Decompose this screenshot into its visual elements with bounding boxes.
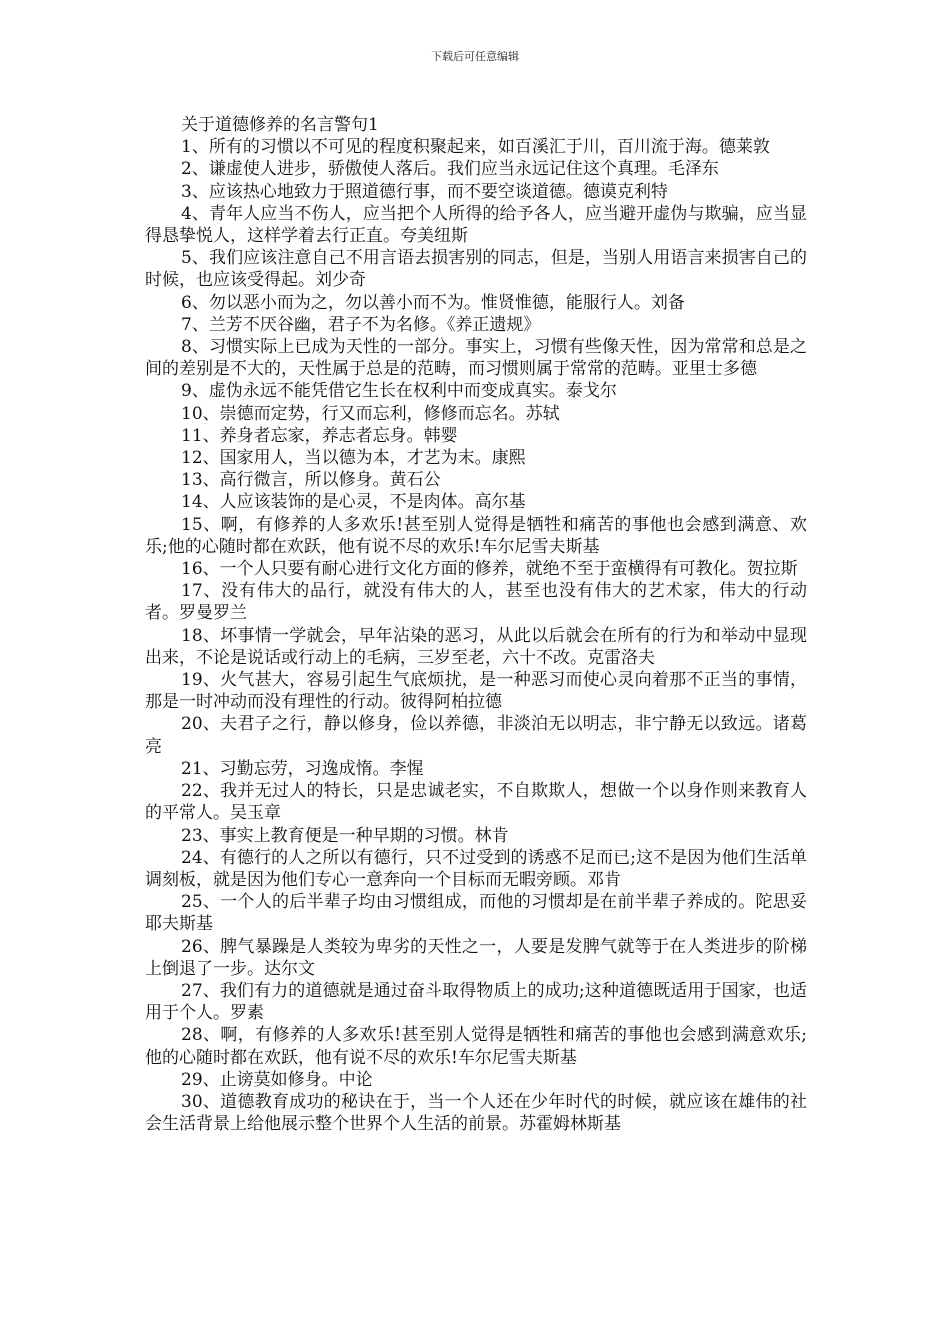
quote-item: 5、我们应该注意自己不用言语去损害别的同志，但是，当别人用语言来损害自己的时候，也应该受得起。刘少奇 <box>145 248 807 291</box>
quote-item: 13、高行微言，所以修身。黄石公 <box>181 470 441 491</box>
quote-item: 15、啊，有修养的人多欢乐!甚至别人觉得是牺牲和痛苦的事他也会感到满意、欢乐;他的心随时都在欢跃，他有说不尽的欢乐!车尔尼雪夫斯基 <box>145 514 807 557</box>
quote-item: 25、一个人的后半辈子均由习惯组成，而他的习惯却是在前半辈子养成的。陀思妥耶夫斯基 <box>145 892 807 935</box>
quote-item: 16、一个人只要有耐心进行文化方面的修养，就绝不至于蛮横得有可教化。贺拉斯 <box>181 559 798 580</box>
quote-item: 9、虚伪永远不能凭借它生长在权利中而变成真实。泰戈尔 <box>181 381 617 402</box>
quote-item: 26、脾气暴躁是人类较为卑劣的天性之一，人要是发脾气就等于在人类进步的阶梯上倒退了一步。达尔文 <box>145 936 807 979</box>
quote-item: 7、兰芳不厌谷幽，君子不为名修。《养正遗规》 <box>181 314 541 335</box>
quote-item: 17、没有伟大的品行，就没有伟大的人，甚至也没有伟大的艺术家，伟大的行动者。罗曼罗兰 <box>145 581 807 624</box>
document-title: 关于道德修养的名言警句1 <box>181 115 379 135</box>
quote-item: 6、勿以恶小而为之，勿以善小而不为。惟贤惟德，能服行人。刘备 <box>181 292 685 313</box>
quote-item: 14、人应该装饰的是心灵，不是肉体。高尔基 <box>181 492 526 513</box>
quote-item: 2、谦虚使人进步，骄傲使人落后。我们应当永远记住这个真理。毛泽东 <box>181 159 719 180</box>
quote-item: 22、我并无过人的特长，只是忠诚老实，不自欺欺人，想做一个以身作则来教育人的平常人。吴玉章 <box>145 781 807 824</box>
quote-item: 27、我们有力的道德就是通过奋斗取得物质上的成功;这种道德既适用于国家，也适用于个人。罗素 <box>145 980 807 1024</box>
quote-item: 24、有德行的人之所以有德行，只不过受到的诱惑不足而已;这不是因为他们生活单调刻板，就是因为他们专心一意奔向一个目标而无暇旁顾。邓肯 <box>145 847 807 890</box>
page-header-note: 下载后可任意编辑 <box>431 50 519 63</box>
quote-item: 11、养身者忘家，养志者忘身。韩婴 <box>181 425 458 446</box>
quote-item: 19、火气甚大，容易引起生气底烦扰，是一种恶习而使心灵向着那不正当的事情，那是一时冲动而没有理性的行动。彼得阿柏拉德 <box>145 670 807 713</box>
quote-item: 20、夫君子之行，静以修身，俭以养德，非淡泊无以明志，非宁静无以致远。诸葛亮 <box>145 714 807 757</box>
quote-item: 10、崇德而定势，行又而忘利，修修而忘名。苏轼 <box>181 403 560 424</box>
document-body <box>145 114 807 1135</box>
quote-item: 23、事实上教育便是一种早期的习惯。林肯 <box>181 825 509 846</box>
quote-item: 12、国家用人，当以德为本，才艺为末。康熙 <box>181 448 526 469</box>
quote-item: 30、道德教育成功的秘诀在于，当一个人还在少年时代的时候，就应该在雄伟的社会生活背景上给他展示整个世界个人生活的前景。苏霍姆林斯基 <box>145 1091 807 1135</box>
quote-item: 29、止谤莫如修身。中论 <box>181 1069 373 1090</box>
quote-item: 28、啊，有修养的人多欢乐!甚至别人觉得是牺牲和痛苦的事他也会感到满意欢乐;他的心随时都在欢跃，他有说不尽的欢乐!车尔尼雪夫斯基 <box>145 1025 807 1068</box>
quote-item: 4、青年人应当不伤人，应当把个人所得的给予各人，应当避开虚伪与欺骗，应当显得恳挚悦人，这样学着去行正直。夸美纽斯 <box>145 203 807 247</box>
quote-item: 3、应该热心地致力于照道德行事，而不要空谈道德。德谟克利特 <box>181 181 668 202</box>
quote-item: 8、习惯实际上已成为天性的一部分。事实上，习惯有些像天性，因为常常和总是之间的差别是不大的，天性属于总是的范畴，而习惯则属于常常的范畴。亚里士多德 <box>145 337 807 380</box>
quote-item: 1、所有的习惯以不可见的程度积聚起来，如百溪汇于川，百川流于海。德莱敦 <box>181 137 770 158</box>
quote-item: 21、习勤忘劳，习逸成惰。李惺 <box>181 758 424 779</box>
quote-item: 18、坏事情一学就会，早年沾染的恶习，从此以后就会在所有的行为和举动中显现出来，不论是说话或行动上的毛病，三岁至老，六十不改。克雷洛夫 <box>145 625 807 668</box>
